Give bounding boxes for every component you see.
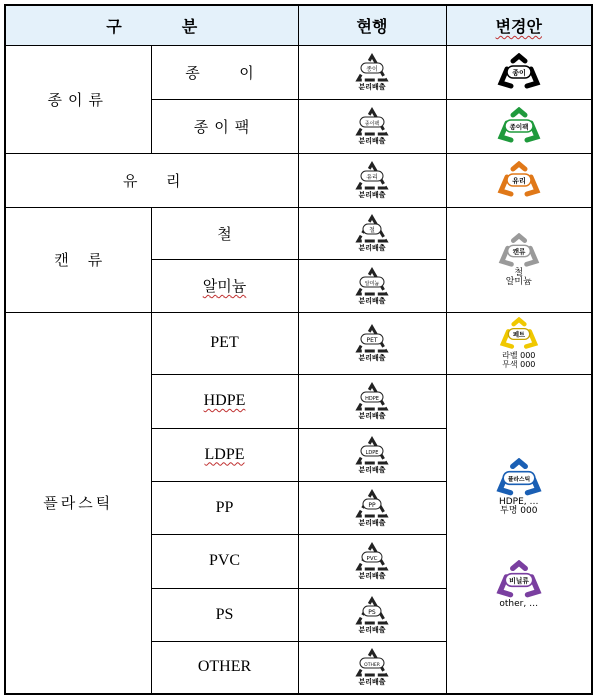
proposed-mark-paper-text: 종이 bbox=[511, 69, 526, 77]
current-mark-steel-text: 철 bbox=[369, 227, 375, 234]
recycle-triangle-icon bbox=[355, 53, 389, 83]
proposed-mark-paper-pack bbox=[446, 99, 592, 153]
recycle-triangle-icon bbox=[355, 161, 389, 191]
current-caption: 분리배출 bbox=[358, 625, 386, 634]
item-paper-pack bbox=[151, 99, 298, 153]
proposed-can-note2: 알미늄 bbox=[505, 276, 532, 287]
recycle-triangle-icon bbox=[355, 542, 389, 572]
proposed-mark-vinyl bbox=[447, 560, 592, 609]
item-ldpe bbox=[151, 428, 298, 481]
current-mark-pet-text: PET bbox=[366, 337, 378, 344]
current-caption: 분리배출 bbox=[358, 678, 386, 687]
current-mark-glass-text: 유리 bbox=[366, 174, 378, 181]
current-caption: 분리배출 bbox=[358, 137, 386, 145]
item-ldpe-label: LDPE bbox=[204, 445, 245, 463]
proposed-mark-plastic-text: 플라스틱 bbox=[507, 477, 530, 484]
recycle-triangle-icon bbox=[355, 648, 389, 678]
current-caption: 분리배출 bbox=[358, 191, 386, 199]
item-aluminum-label: 알미늄 bbox=[202, 277, 247, 295]
recycling-mark-table bbox=[4, 4, 593, 695]
proposed-mark-pet-text: 페트 bbox=[512, 331, 525, 339]
proposed-mark-plastic-vinyl bbox=[446, 374, 592, 694]
header-category-b: 분 bbox=[181, 16, 198, 36]
current-mark-pp-text: PP bbox=[368, 501, 376, 509]
recycle-arrows-icon bbox=[495, 458, 543, 498]
current-mark-other bbox=[298, 641, 446, 694]
recycle-triangle-icon bbox=[355, 107, 389, 137]
item-pp: PP bbox=[151, 481, 298, 534]
proposed-mark-paper bbox=[446, 45, 592, 99]
current-caption: 분리배출 bbox=[358, 244, 386, 252]
current-caption: 분리배출 bbox=[358, 572, 386, 580]
header-category-a: 구 bbox=[106, 16, 122, 36]
proposed-plastic-note1: HDPE, … bbox=[498, 497, 539, 508]
item-hdpe-label: HDPE bbox=[203, 392, 246, 409]
current-mark-pvc-text: PVC bbox=[366, 556, 378, 562]
proposed-pet-note2: 무색 000 bbox=[502, 360, 536, 369]
current-caption: 분리배출 bbox=[358, 412, 386, 420]
item-other: OTHER bbox=[151, 641, 298, 694]
group-glass bbox=[5, 153, 298, 207]
header-proposed bbox=[446, 5, 592, 45]
current-mark-pet bbox=[298, 312, 446, 374]
current-mark-glass bbox=[298, 153, 446, 207]
group-can bbox=[5, 207, 151, 312]
item-steel: 철 bbox=[151, 207, 298, 259]
header-category bbox=[5, 5, 298, 45]
current-mark-other-text: OTHER bbox=[364, 663, 380, 669]
header-proposed-label: 변경안 bbox=[495, 16, 542, 36]
current-caption: 분리배출 bbox=[358, 465, 386, 474]
proposed-mark-can-text: 캔류 bbox=[512, 247, 526, 256]
recycle-triangle-icon bbox=[355, 596, 389, 626]
recycle-arrows-icon bbox=[497, 233, 541, 269]
current-mark-ldpe-text: LDPE bbox=[365, 449, 379, 456]
header-current: 현행 bbox=[298, 5, 446, 45]
current-mark-hdpe bbox=[298, 374, 446, 428]
current-mark-ps-text: PS bbox=[368, 608, 376, 616]
proposed-mark-glass bbox=[446, 153, 592, 207]
proposed-mark-pet bbox=[446, 312, 592, 374]
current-mark-aluminum bbox=[298, 259, 446, 312]
current-mark-paper-pack-text: 종이팩 bbox=[364, 121, 380, 127]
group-plastic bbox=[5, 312, 151, 694]
recycle-triangle-icon bbox=[355, 267, 389, 297]
current-mark-pp bbox=[298, 481, 446, 534]
recycle-triangle-icon bbox=[355, 214, 389, 244]
recycle-arrows-icon bbox=[497, 161, 541, 199]
recycle-triangle-icon bbox=[355, 382, 389, 412]
current-mark-steel bbox=[298, 207, 446, 259]
proposed-plastic-note2: 투명 000 bbox=[500, 506, 538, 517]
current-caption: 분리배출 bbox=[358, 354, 386, 362]
proposed-mark-vinyl-text: 비닐류 bbox=[508, 577, 529, 586]
item-aluminum bbox=[151, 259, 298, 312]
item-paper-label: 종 이 bbox=[185, 63, 264, 82]
current-mark-aluminum-text: 알미늄 bbox=[364, 280, 380, 287]
group-paper: 종이류 bbox=[5, 45, 151, 153]
proposed-mark-glass-text: 유리 bbox=[511, 177, 526, 185]
current-caption: 분리배출 bbox=[358, 296, 386, 305]
recycle-arrows-icon bbox=[497, 317, 541, 351]
current-mark-ps bbox=[298, 588, 446, 641]
recycle-arrows-icon bbox=[497, 107, 541, 145]
item-pet: PET bbox=[151, 312, 298, 374]
group-can-label: 캔 류 bbox=[54, 251, 103, 269]
proposed-vinyl-note1: other, … bbox=[499, 599, 539, 610]
item-pvc: PVC bbox=[151, 534, 298, 588]
proposed-mark-plastic bbox=[447, 458, 592, 516]
current-caption: 분리배출 bbox=[358, 518, 386, 527]
current-mark-paper bbox=[298, 45, 446, 99]
recycle-triangle-icon bbox=[355, 436, 389, 466]
group-plastic-label: 플라스틱 bbox=[43, 494, 114, 513]
group-glass-label: 유 리 bbox=[122, 171, 181, 190]
item-paper bbox=[151, 45, 298, 99]
recycle-arrows-icon bbox=[495, 560, 543, 600]
item-ps: PS bbox=[151, 588, 298, 641]
item-paper-pack-label: 종이팩 bbox=[193, 117, 256, 136]
current-mark-paper-text: 종이 bbox=[366, 66, 378, 73]
current-mark-ldpe bbox=[298, 428, 446, 481]
current-mark-pvc bbox=[298, 534, 446, 588]
item-hdpe bbox=[151, 374, 298, 428]
recycle-triangle-icon bbox=[355, 324, 389, 354]
proposed-can-note1: 철 bbox=[514, 267, 524, 278]
recycle-arrows-icon bbox=[497, 53, 541, 91]
current-mark-paper-pack bbox=[298, 99, 446, 153]
proposed-mark-can bbox=[446, 207, 592, 312]
recycle-triangle-icon bbox=[355, 489, 389, 519]
proposed-pet-note1: 라벨 000 bbox=[502, 351, 536, 360]
current-mark-hdpe-text: HDPE bbox=[365, 396, 379, 402]
proposed-mark-paper-pack-text: 종이팩 bbox=[509, 123, 529, 131]
current-caption: 분리배출 bbox=[358, 83, 386, 91]
